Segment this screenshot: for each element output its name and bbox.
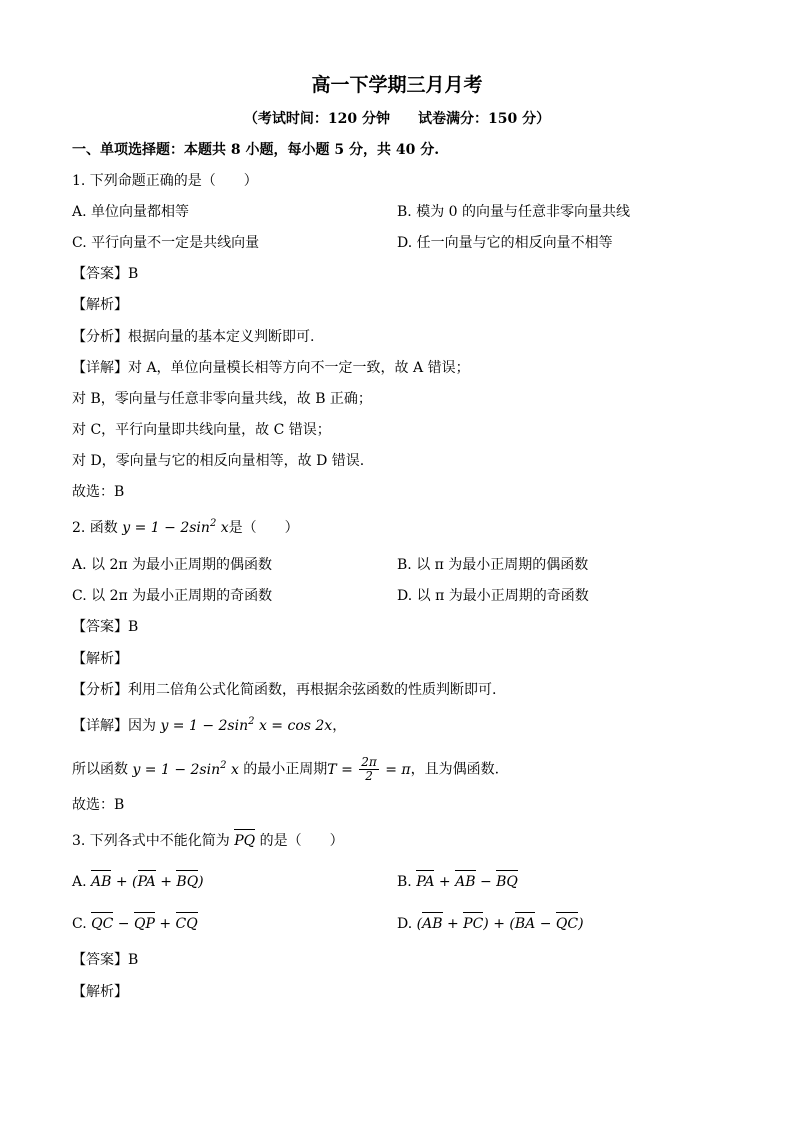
q2-detail-formula: $y = 1 - 2\sin^2$ x = cos 2x [156,716,333,734]
q2-option-c: C. 以 2π 为最小正周期的奇函数 [72,588,273,604]
q3-option-c-label: C. [72,916,87,932]
q1-analysis-tag: 【解析】 [72,297,128,313]
q2-detail2-suffix: ，且为偶函数. [410,761,500,778]
q3-stem [72,831,344,851]
q1-fenxi: 【分析】根据向量的基本定义判断即可. [72,329,315,345]
q3-option-c [72,914,198,934]
q3-option-b-label: B. [397,874,412,890]
q2-detail2-prefix: 所以函数 [72,761,128,778]
q3-option-b-expr: PA + AB − BQ [416,874,518,890]
q1-detail-1: 【详解】对 A，单位向量模长相等方向不一定一致，故 A 错误； [72,360,470,376]
q3-option-d-expr: (AB + PC) + (BA − QC) [416,916,584,932]
q3-option-b [397,872,518,892]
q2-stem-suffix: 是（ ） [228,520,299,536]
q2-detail-prefix: 【详解】因为 [72,718,156,734]
q3-option-a-expr: AB + (PA + BQ) [91,874,204,890]
q2-stem [72,518,299,540]
q3-stem-suffix: 的是（ ） [259,833,344,849]
q3-option-a [72,872,204,892]
q1-conclusion: 故选：B [72,484,125,500]
q2-detail2-formula: $y = 1 - 2\sin^2$ x [128,759,244,778]
q2-option-a: A. 以 2π 为最小正周期的偶函数 [72,557,273,573]
q2-fenxi: 【分析】利用二倍角公式化简函数，再根据余弦函数的性质判断即可. [72,682,497,698]
q1-stem: 1. 下列命题正确的是（ ） [72,173,258,189]
q3-answer: 【答案】B [72,952,139,968]
q3-stem-prefix: 3. 下列各式中不能化简为 [72,833,230,849]
q2-option-b: B. 以 π 为最小正周期的偶函数 [397,557,589,573]
q1-option-b: B. 模为 0 的向量与任意非零向量共线 [397,204,630,220]
q2-answer: 【答案】B [72,619,139,635]
q3-option-d-label: D. [397,916,413,932]
q1-answer: 【答案】B [72,266,139,282]
q2-conclusion: 故选：B [72,797,125,813]
q2-period-formula: T = $\frac{2\pi}{2}$ = π [327,755,411,783]
vector-pq: PQ [234,833,256,849]
q3-option-a-label: A. [72,874,87,890]
exam-title: 高一下学期三月月考 [311,74,483,96]
q1-option-d: D. 任一向量与它的相反向量不相等 [397,235,613,251]
q1-detail-4: 对 D，零向量与它的相反向量相等，故 D 错误. [72,453,365,469]
q2-formula: $y = 1 - 2\sin^2$ x [117,518,229,536]
q1-option-a: A. 单位向量都相等 [72,204,190,220]
q3-option-c-expr: QC − QP + CQ [91,916,198,932]
section-heading: 一、单项选择题：本题共 8 小题，每小题 5 分，共 40 分. [72,142,440,158]
q2-stem-prefix: 2. 函数 [72,520,118,536]
q3-option-d [397,914,584,934]
q1-option-c: C. 平行向量不一定是共线向量 [72,235,260,251]
q1-detail-2: 对 B，零向量与任意非零向量共线，故 B 正确； [72,391,372,407]
exam-subtitle: （考试时间：120 分钟 试卷满分：150 分） [243,111,551,127]
q2-detail-1: 【详解】因为 $y = 1 - 2\sin^2$ x = cos 2x， [72,716,347,734]
q1-detail-3: 对 C，平行向量即共线向量，故 C 错误； [72,422,331,438]
q2-detail-2 [72,756,499,783]
q2-analysis-tag: 【解析】 [72,651,128,667]
q2-detail2-mid: 的最小正周期 [243,761,328,778]
q3-analysis-tag: 【解析】 [72,984,128,1000]
q2-option-d: D. 以 π 为最小正周期的奇函数 [397,588,589,604]
